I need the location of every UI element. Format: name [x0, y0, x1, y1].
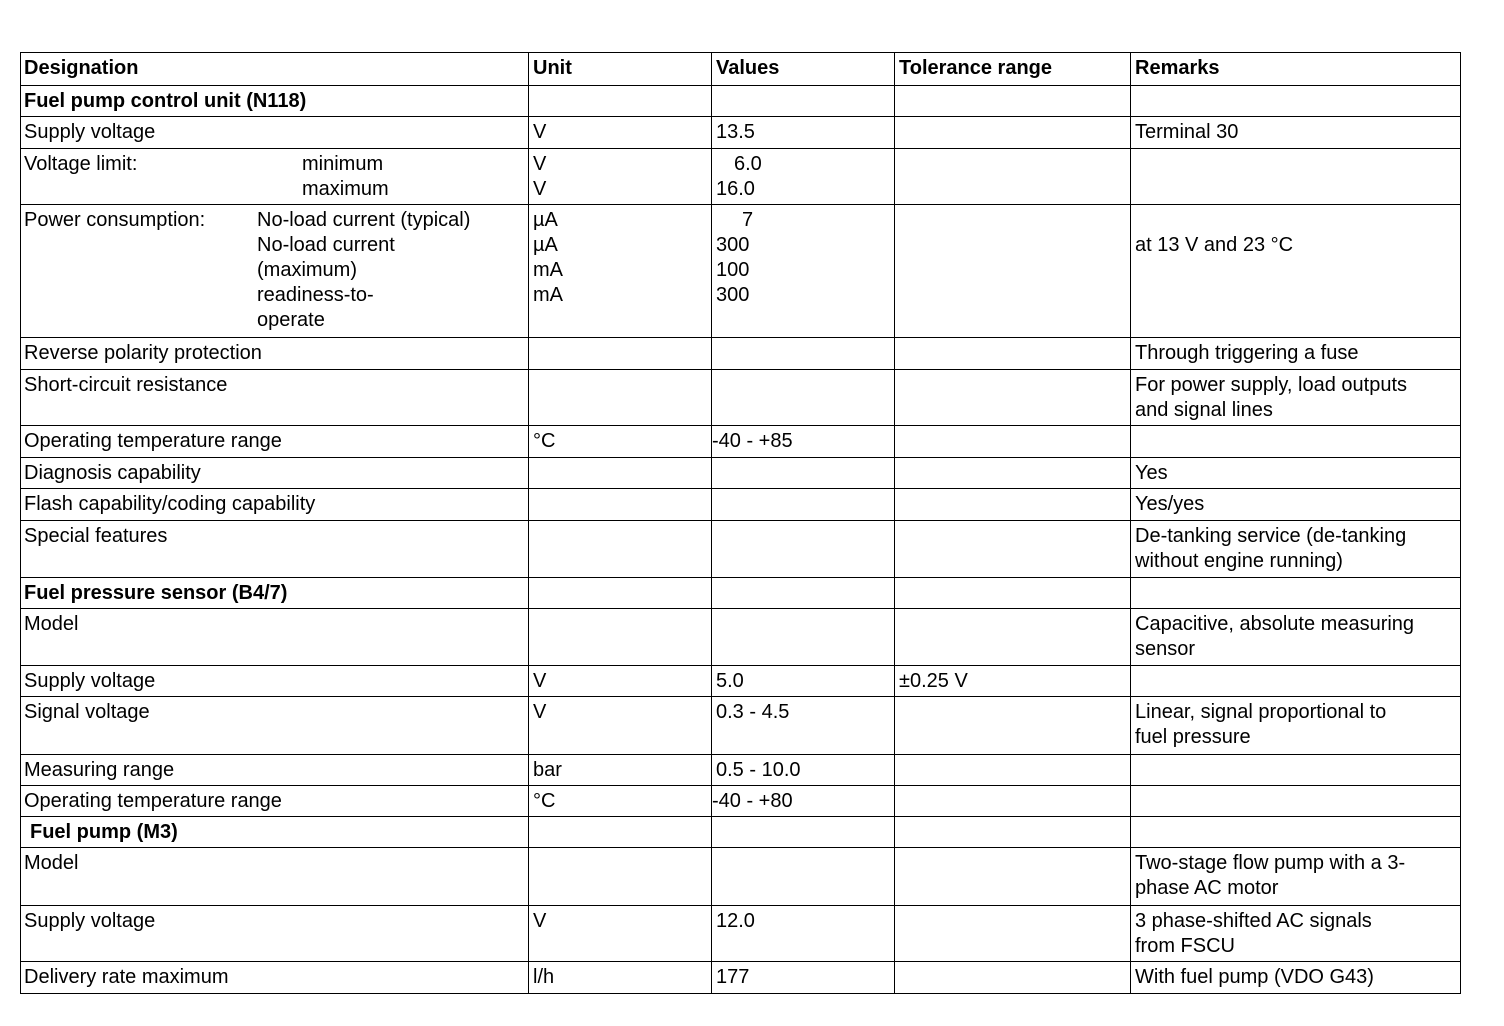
value-line: 300 — [716, 234, 750, 256]
maximum-label: maximum — [302, 178, 389, 200]
tolerance-cell: ±0.25 V — [895, 666, 1131, 697]
section-title — [21, 817, 529, 848]
value-line: 300 — [716, 284, 750, 306]
value-cell — [712, 149, 895, 205]
unit-cell: °C — [529, 786, 712, 817]
designation-cell: Supply voltage — [21, 117, 529, 149]
table-row — [21, 786, 1461, 817]
designation-cell: Model — [21, 848, 529, 906]
header-row — [21, 53, 1461, 86]
designation-cell: Model — [21, 609, 529, 666]
value-cell: 0.5 - 10.0 — [712, 755, 895, 786]
table-row — [21, 906, 1461, 962]
power-consumption-label: Power consumption: — [24, 209, 206, 231]
designation-cell: Supply voltage — [21, 666, 529, 697]
remarks-line: Two-stage flow pump with a 3- — [1135, 852, 1406, 874]
remarks-cell: Terminal 30 — [1131, 117, 1461, 149]
section-title: Fuel pressure sensor (B4/7) — [21, 578, 529, 609]
value-cell — [712, 205, 895, 338]
remarks-line: fuel pressure — [1135, 726, 1251, 748]
designation-cell: Diagnosis capability — [21, 458, 529, 489]
remarks-line: at 13 V and 23 °C — [1135, 234, 1294, 256]
table-row — [21, 205, 1461, 338]
remarks-cell — [1131, 906, 1461, 962]
unit-cell: V — [529, 697, 712, 755]
remarks-line: and signal lines — [1135, 399, 1273, 421]
value-cell: 0.3 - 4.5 — [712, 697, 895, 755]
value-cell: 12.0 — [712, 906, 895, 962]
designation-cell: Operating temperature range — [21, 426, 529, 458]
designation-cell — [21, 205, 529, 338]
sub-label: operate — [257, 309, 325, 331]
remarks-cell — [1131, 609, 1461, 666]
unit-cell: l/h — [529, 962, 712, 994]
table-row — [21, 338, 1461, 370]
section-row-fpcu — [21, 86, 1461, 117]
value-cell: 13.5 — [712, 117, 895, 149]
minimum-label: minimum — [302, 153, 384, 175]
remarks-line: sensor — [1135, 638, 1196, 660]
remarks-line: For power supply, load outputs — [1135, 374, 1408, 396]
remarks-line: Linear, signal proportional to — [1135, 701, 1387, 723]
sub-label: No-load current (typical) — [257, 209, 471, 231]
designation-cell: Delivery rate maximum — [21, 962, 529, 994]
unit-cell: V — [529, 906, 712, 962]
remarks-cell — [1131, 521, 1461, 578]
table-row — [21, 426, 1461, 458]
table-row — [21, 489, 1461, 521]
designation-cell: Flash capability/coding capability — [21, 489, 529, 521]
remarks-cell: Through triggering a fuse — [1131, 338, 1461, 370]
designation-cell: Reverse polarity protection — [21, 338, 529, 370]
designation-cell: Short-circuit resistance — [21, 370, 529, 426]
value-min: 6.0 — [734, 153, 762, 175]
remarks-cell — [1131, 205, 1461, 338]
designation-cell: Measuring range — [21, 755, 529, 786]
specification-table — [20, 52, 1461, 994]
designation-cell: Operating temperature range — [21, 786, 529, 817]
section-title-text: Fuel pump (M3) — [30, 821, 178, 843]
table-row — [21, 848, 1461, 906]
table-row — [21, 117, 1461, 149]
designation-cell: Special features — [21, 521, 529, 578]
table-row — [21, 149, 1461, 205]
table-row — [21, 521, 1461, 578]
remarks-cell: Yes/yes — [1131, 489, 1461, 521]
header-values: Values — [712, 53, 895, 86]
header-remarks: Remarks — [1131, 53, 1461, 86]
table-row — [21, 458, 1461, 489]
remarks-line: 3 phase-shifted AC signals — [1135, 910, 1372, 932]
table-row — [21, 666, 1461, 697]
remarks-line: De-tanking service (de-tanking — [1135, 525, 1407, 547]
unit-line: µA — [533, 234, 558, 256]
unit-cell: V — [529, 666, 712, 697]
remarks-cell — [1131, 370, 1461, 426]
value-line: 100 — [716, 259, 750, 281]
unit-cell: bar — [529, 755, 712, 786]
table-row — [21, 697, 1461, 755]
remarks-cell — [1131, 848, 1461, 906]
section-row-fp — [21, 817, 1461, 848]
table-row — [21, 755, 1461, 786]
sub-label: (maximum) — [257, 259, 357, 281]
table-row — [21, 370, 1461, 426]
remarks-line: Capacitive, absolute measuring — [1135, 613, 1415, 635]
unit-line: µA — [533, 209, 558, 231]
sub-label: readiness-to- — [257, 284, 374, 306]
remarks-cell: With fuel pump (VDO G43) — [1131, 962, 1461, 994]
value-line: 7 — [742, 209, 754, 231]
designation-cell: Supply voltage — [21, 906, 529, 962]
value-cell: -40 - +85 — [712, 426, 895, 458]
remarks-line: without engine running) — [1135, 550, 1343, 572]
header-designation: Designation — [21, 53, 529, 86]
unit-min: V — [533, 153, 547, 175]
remarks-line: phase AC motor — [1135, 877, 1279, 899]
value-max: 16.0 — [716, 178, 755, 200]
value-cell: 177 — [712, 962, 895, 994]
unit-line: mA — [533, 259, 563, 281]
header-tolerance: Tolerance range — [895, 53, 1131, 86]
table-row — [21, 962, 1461, 994]
header-unit: Unit — [529, 53, 712, 86]
sub-label: No-load current — [257, 234, 395, 256]
remarks-cell: Yes — [1131, 458, 1461, 489]
unit-cell: V — [529, 117, 712, 149]
unit-cell — [529, 149, 712, 205]
unit-cell — [529, 205, 712, 338]
voltage-limit-label: Voltage limit: — [24, 153, 138, 175]
section-title: Fuel pump control unit (N118) — [21, 86, 529, 117]
unit-line: mA — [533, 284, 563, 306]
remarks-line: from FSCU — [1135, 935, 1235, 957]
value-cell: 5.0 — [712, 666, 895, 697]
value-cell: -40 - +80 — [712, 786, 895, 817]
unit-max: V — [533, 178, 547, 200]
unit-cell: °C — [529, 426, 712, 458]
section-row-fps — [21, 578, 1461, 609]
designation-cell — [21, 149, 529, 205]
table-row — [21, 609, 1461, 666]
remarks-cell — [1131, 697, 1461, 755]
designation-cell: Signal voltage — [21, 697, 529, 755]
